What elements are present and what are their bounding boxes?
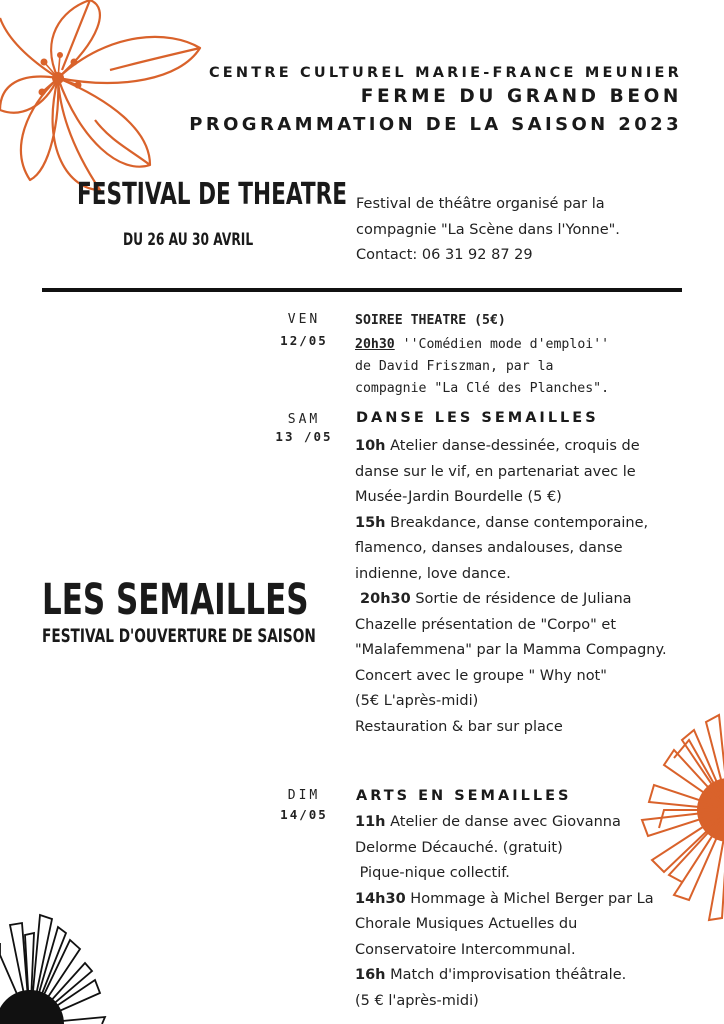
program-item: 20h30 Sortie de résidence de Juliana Chazelle présentation de "Corpo" et "Malafemmena" par la Mamma Compagny. xyxy=(355,591,667,658)
program-item: (5 € l'après-midi) xyxy=(355,992,479,1009)
event-program xyxy=(355,810,675,1014)
event-day-block xyxy=(268,788,340,822)
event-day-block xyxy=(268,312,340,348)
event-day-name: VEN xyxy=(287,312,321,327)
festival-description-line: compagnie "La Scène dans l'Yonne". xyxy=(356,221,620,238)
program-item: 14h30 Hommage à Michel Berger par La Chorale Musiques Actuelles du Conservatoire Intercommunal. xyxy=(355,890,654,958)
festival-dates: DU 26 AU 30 AVRIL xyxy=(123,230,254,250)
event-day-name: DIM xyxy=(287,788,321,803)
header-season: PROGRAMMATION DE LA SAISON 2023 xyxy=(189,114,682,135)
event-date: 13 /05 xyxy=(275,429,333,444)
festival-description-line: Festival de théâtre organisé par la xyxy=(356,196,605,212)
program-item: Restauration & bar sur place xyxy=(355,718,563,735)
program-item: Concert avec le groupe " Why not" xyxy=(355,667,607,684)
festival-description xyxy=(356,192,620,269)
event-day-block xyxy=(268,412,340,444)
semailles-title: LES SEMAILLES xyxy=(42,575,309,625)
event-date: 12/05 xyxy=(280,333,328,348)
event-line: 20h30 ''Comédien mode d'emploi'' xyxy=(355,337,610,352)
program-item: 10h Atelier danse-dessinée, croquis de danse sur le vif, en partenariat avec le Musée-Jardin Bourdelle (5 €) xyxy=(355,438,640,505)
black-sunflower-illustration xyxy=(0,905,110,1024)
section-divider xyxy=(42,288,682,292)
event-title: DANSE LES SEMAILLES xyxy=(356,410,599,426)
program-item: (5€ L'après-midi) xyxy=(355,693,479,709)
event-date: 14/05 xyxy=(280,807,328,822)
event-details xyxy=(355,310,695,400)
header-organization: CENTRE CULTUREL MARIE-FRANCE MEUNIER xyxy=(208,65,682,81)
semailles-subtitle: FESTIVAL D'OUVERTURE DE SAISON xyxy=(42,625,316,647)
event-day-name: SAM xyxy=(287,412,321,427)
orange-flower-illustration xyxy=(0,0,220,200)
program-item: Pique-nique collectif. xyxy=(355,865,510,881)
header-venue: FERME DU GRAND BEON xyxy=(360,86,682,107)
event-title: SOIREE THEATRE (5€) xyxy=(355,313,506,328)
festival-contact: Contact: 06 31 92 87 29 xyxy=(356,247,533,263)
event-program xyxy=(355,434,675,740)
event-time: 20h30 xyxy=(355,337,395,352)
program-item: 11h Atelier de danse avec Giovanna Delorme Décauché. (gratuit) xyxy=(355,814,621,856)
program-item: 15h Breakdance, danse contemporaine, flamenco, danses andalouses, danse indienne, love dance. xyxy=(355,514,649,582)
program-item: 16h Match d'improvisation théâtrale. xyxy=(355,967,627,983)
event-title: ARTS EN SEMAILLES xyxy=(356,788,572,804)
festival-title: FESTIVAL DE THEATRE xyxy=(77,177,348,212)
orange-sunflower-illustration xyxy=(634,710,724,930)
event-line: compagnie "La Clé des Planches". xyxy=(355,381,610,396)
event-line: de David Friszman, par la xyxy=(355,359,554,374)
